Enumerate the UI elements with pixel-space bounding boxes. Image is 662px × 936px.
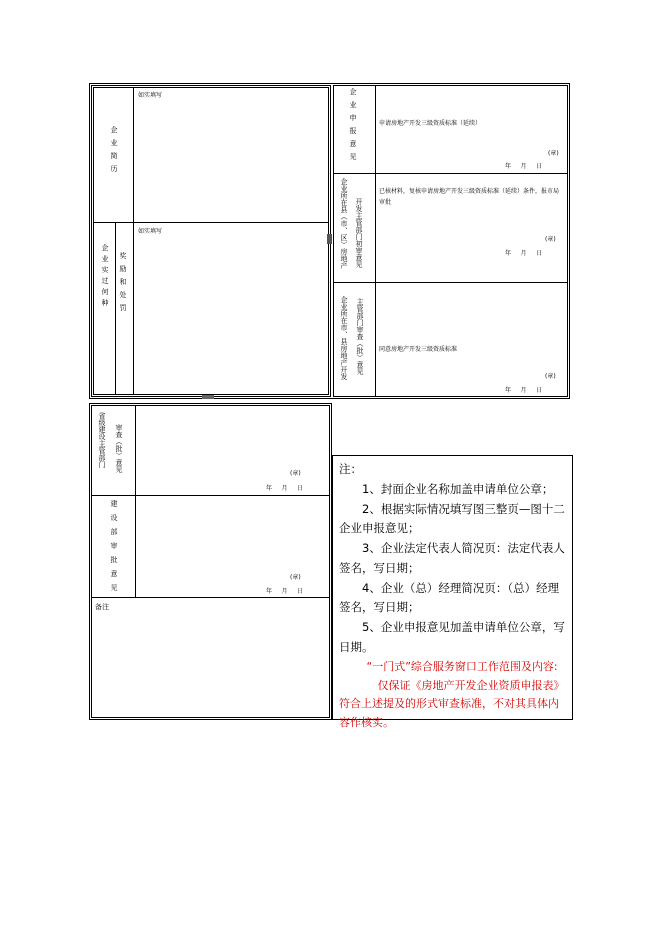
ministry-opinion-date: 年 月 日 <box>266 588 304 595</box>
county-opinion-label-a: 企业所在县（市、区）房地产 <box>340 178 348 269</box>
note-item-3: 3、企业法定代表人简况页：法定代表人签名，写日期； <box>339 541 565 575</box>
service-scope-heading: “一门式”综合服务窗口工作范围及内容: <box>366 659 558 673</box>
note-item-1: 1、封面企业名称加盖申请单位公章； <box>362 481 554 496</box>
page-divider-mark <box>327 234 332 244</box>
county-opinion-text: 已核材料，复核申请房地产开发三级资质标准（延续）条件，报市局审批 <box>379 188 560 207</box>
note-item-4: 4、企业（总）经理简况页：（总）经理签名，写日期； <box>339 580 560 615</box>
awards-label-a: 企业实过何种 <box>101 244 109 310</box>
county-opinion-label-b: 开发主管部门初审意见 <box>355 198 363 268</box>
company-profile-content: 如实填写 <box>138 92 163 99</box>
province-opinion-label-b: 审查（批）意见 <box>115 424 123 473</box>
city-opinion-text: 同意房地产开发三级资质标准 <box>379 346 458 353</box>
company-profile-label: 企业简历 <box>110 126 118 178</box>
company-opinion-date: 年 月 日 <box>505 163 543 170</box>
notes-box <box>332 455 573 730</box>
city-opinion-seal: (章) <box>545 373 556 380</box>
notes-title: 注： <box>339 462 362 476</box>
top-left-panel <box>91 85 331 397</box>
note-item-5: 5、企业申报意见加盖申请单位公章，写日期。 <box>339 620 565 654</box>
county-opinion-seal: (章) <box>545 236 556 243</box>
awards-label-b: 奖励和处罚 <box>119 252 127 317</box>
note-item-2: 2、根据实际情况填写图三整页—图十二企业申报意见； <box>339 501 565 536</box>
province-opinion-date: 年 月 日 <box>266 485 304 492</box>
province-opinion-seal: (章) <box>290 470 301 477</box>
page-divider-mark-bottom <box>202 395 214 399</box>
company-opinion-text: 申请房地产开发三级资质标准（延续） <box>379 120 482 127</box>
ministry-opinion-label: 建设部审批意见 <box>110 500 118 598</box>
ministry-opinion-seal: (章) <box>290 574 301 581</box>
city-opinion-label-b: 主管部门审查（批）意见 <box>356 298 364 375</box>
bottom-left-panel <box>91 405 330 718</box>
awards-content: 如实填写 <box>138 228 163 235</box>
city-opinion-label-a: 企业所在市、县房地产开发 <box>340 296 348 380</box>
city-opinion-date: 年 月 日 <box>505 387 543 394</box>
company-opinion-label: 企业申报意见 <box>349 88 357 166</box>
service-scope-body: 仅保证《房地产开发企业资质申报表》符合上述提及的形式审查标准，不对其具体内容作核实。 <box>339 678 565 730</box>
county-opinion-date: 年 月 日 <box>505 250 543 257</box>
company-opinion-seal: (章) <box>548 150 559 157</box>
province-opinion-label-a: 省级建设主管部门 <box>98 412 106 468</box>
remarks-label: 备注 <box>95 603 109 611</box>
